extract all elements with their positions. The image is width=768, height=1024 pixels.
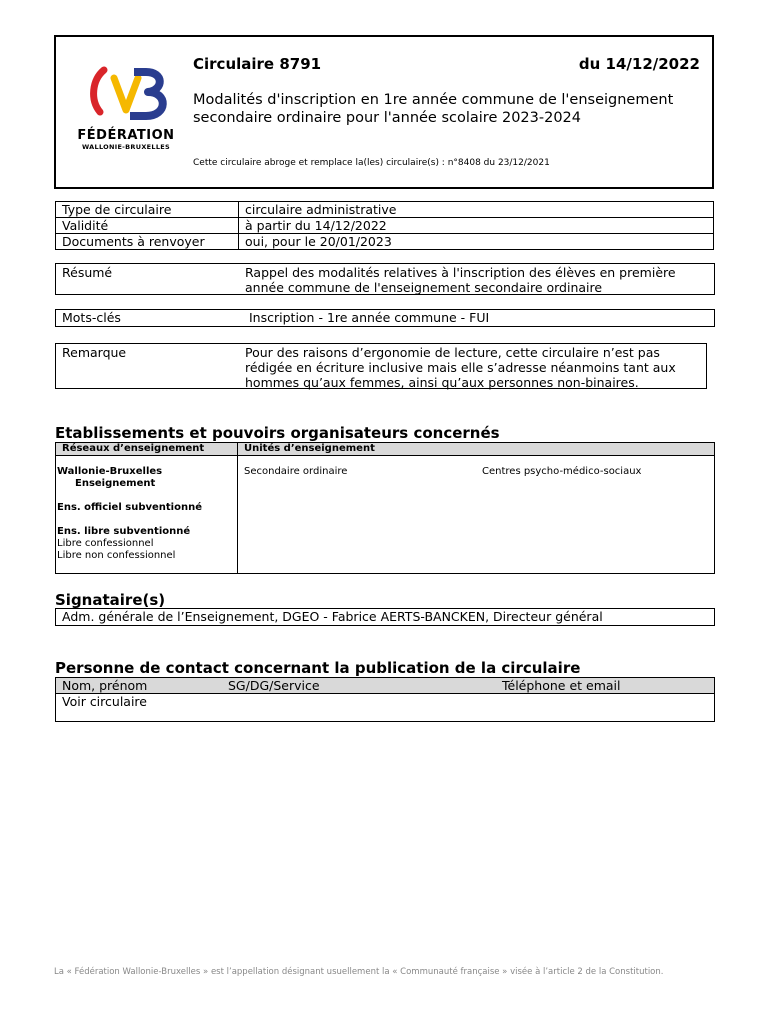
documents-label: Documents à renvoyer <box>56 234 239 250</box>
validite-value: à partir du 14/12/2022 <box>239 218 714 234</box>
unit-pms: Centres psycho-médico-sociaux <box>482 466 642 477</box>
footer-note: La « Fédération Wallonie-Bruxelles » est l’appellation désignant usuellement la « Communauté française » visée à l’article 2 de la Constitution. <box>54 967 664 977</box>
abroge-note: Cette circulaire abroge et remplace la(les) circulaire(s) : n°8408 du 23/12/2021 <box>193 158 550 168</box>
reseau-wbe <box>57 466 162 490</box>
logo-subtitle: WALLONIE-BRUXELLES <box>82 143 170 151</box>
etablissements-heading: Etablissements et pouvoirs organisateurs concernés <box>55 424 500 442</box>
type-label: Type de circulaire <box>56 202 239 218</box>
signataires-box <box>55 608 715 626</box>
remarque-value <box>245 345 676 390</box>
contact-header <box>56 678 714 694</box>
resume-line: année commune de l'enseignement secondaire ordinaire <box>245 280 603 295</box>
motscles-box <box>55 309 715 327</box>
title-line: Modalités d'inscription en 1re année commune de l'enseignement <box>193 92 674 108</box>
col-unites-header: Unités d’enseignement <box>244 443 375 454</box>
contact-box <box>55 677 715 722</box>
reseau-wbe-line1: Wallonie-Bruxelles <box>57 466 163 477</box>
resume-box <box>55 263 715 295</box>
type-value: circulaire administrative <box>239 202 714 218</box>
resume-label: Résumé <box>62 265 113 280</box>
reseau-wbe-line2: Enseignement <box>75 478 156 489</box>
table-row <box>56 234 714 250</box>
remarque-line: hommes qu’aux femmes, ainsi qu’aux personnes non-binaires. <box>245 375 639 390</box>
documents-value: oui, pour le 20/01/2023 <box>239 234 714 250</box>
signataires-heading: Signataire(s) <box>55 591 166 609</box>
resume-value <box>245 265 676 295</box>
reseau-libre: Ens. libre subventionné <box>57 526 191 537</box>
signataire-value: Adm. générale de l’Enseignement, DGEO - Fabrice AERTS-BANCKEN, Directeur général <box>62 609 603 624</box>
col-service-header: SG/DG/Service <box>228 678 320 693</box>
circular-date: du 14/12/2022 <box>578 55 700 73</box>
circular-title <box>193 91 708 127</box>
motscles-label: Mots-clés <box>62 310 121 325</box>
info-table <box>55 201 714 250</box>
table-row <box>56 218 714 234</box>
remarque-line: rédigée en écriture inclusive mais elle s’adresse néanmoins tant aux <box>245 360 676 375</box>
grid-header <box>56 443 714 456</box>
remarque-line: Pour des raisons d’ergonomie de lecture, cette circulaire n’est pas <box>245 345 660 360</box>
reseau-libre-non-confessionnel: Libre non confessionnel <box>57 550 176 561</box>
reseau-libre-confessionnel: Libre confessionnel <box>57 538 154 549</box>
circular-number: Circulaire 8791 <box>193 55 322 73</box>
col-name-header: Nom, prénom <box>62 678 148 693</box>
motscles-value: Inscription - 1re année commune - FUI <box>249 310 490 325</box>
unit-secondaire: Secondaire ordinaire <box>244 466 348 477</box>
title-line: secondaire ordinaire pour l'année scolaire 2023-2024 <box>193 110 582 126</box>
remarque-box <box>55 343 707 389</box>
reseau-officiel: Ens. officiel subventionné <box>57 502 202 513</box>
grid-divider <box>237 443 238 573</box>
remarque-label: Remarque <box>62 345 127 360</box>
col-reseaux-header: Réseaux d’enseignement <box>62 443 205 454</box>
validite-label: Validité <box>56 218 239 234</box>
etablissements-grid <box>55 442 715 574</box>
resume-line: Rappel des modalités relatives à l'inscription des élèves en première <box>245 265 676 280</box>
table-row <box>56 202 714 218</box>
logo-name: FÉDÉRATION <box>77 128 175 143</box>
col-phone-header: Téléphone et email <box>502 678 621 693</box>
contact-value: Voir circulaire <box>62 694 147 709</box>
contact-heading: Personne de contact concernant la publication de la circulaire <box>55 659 581 677</box>
